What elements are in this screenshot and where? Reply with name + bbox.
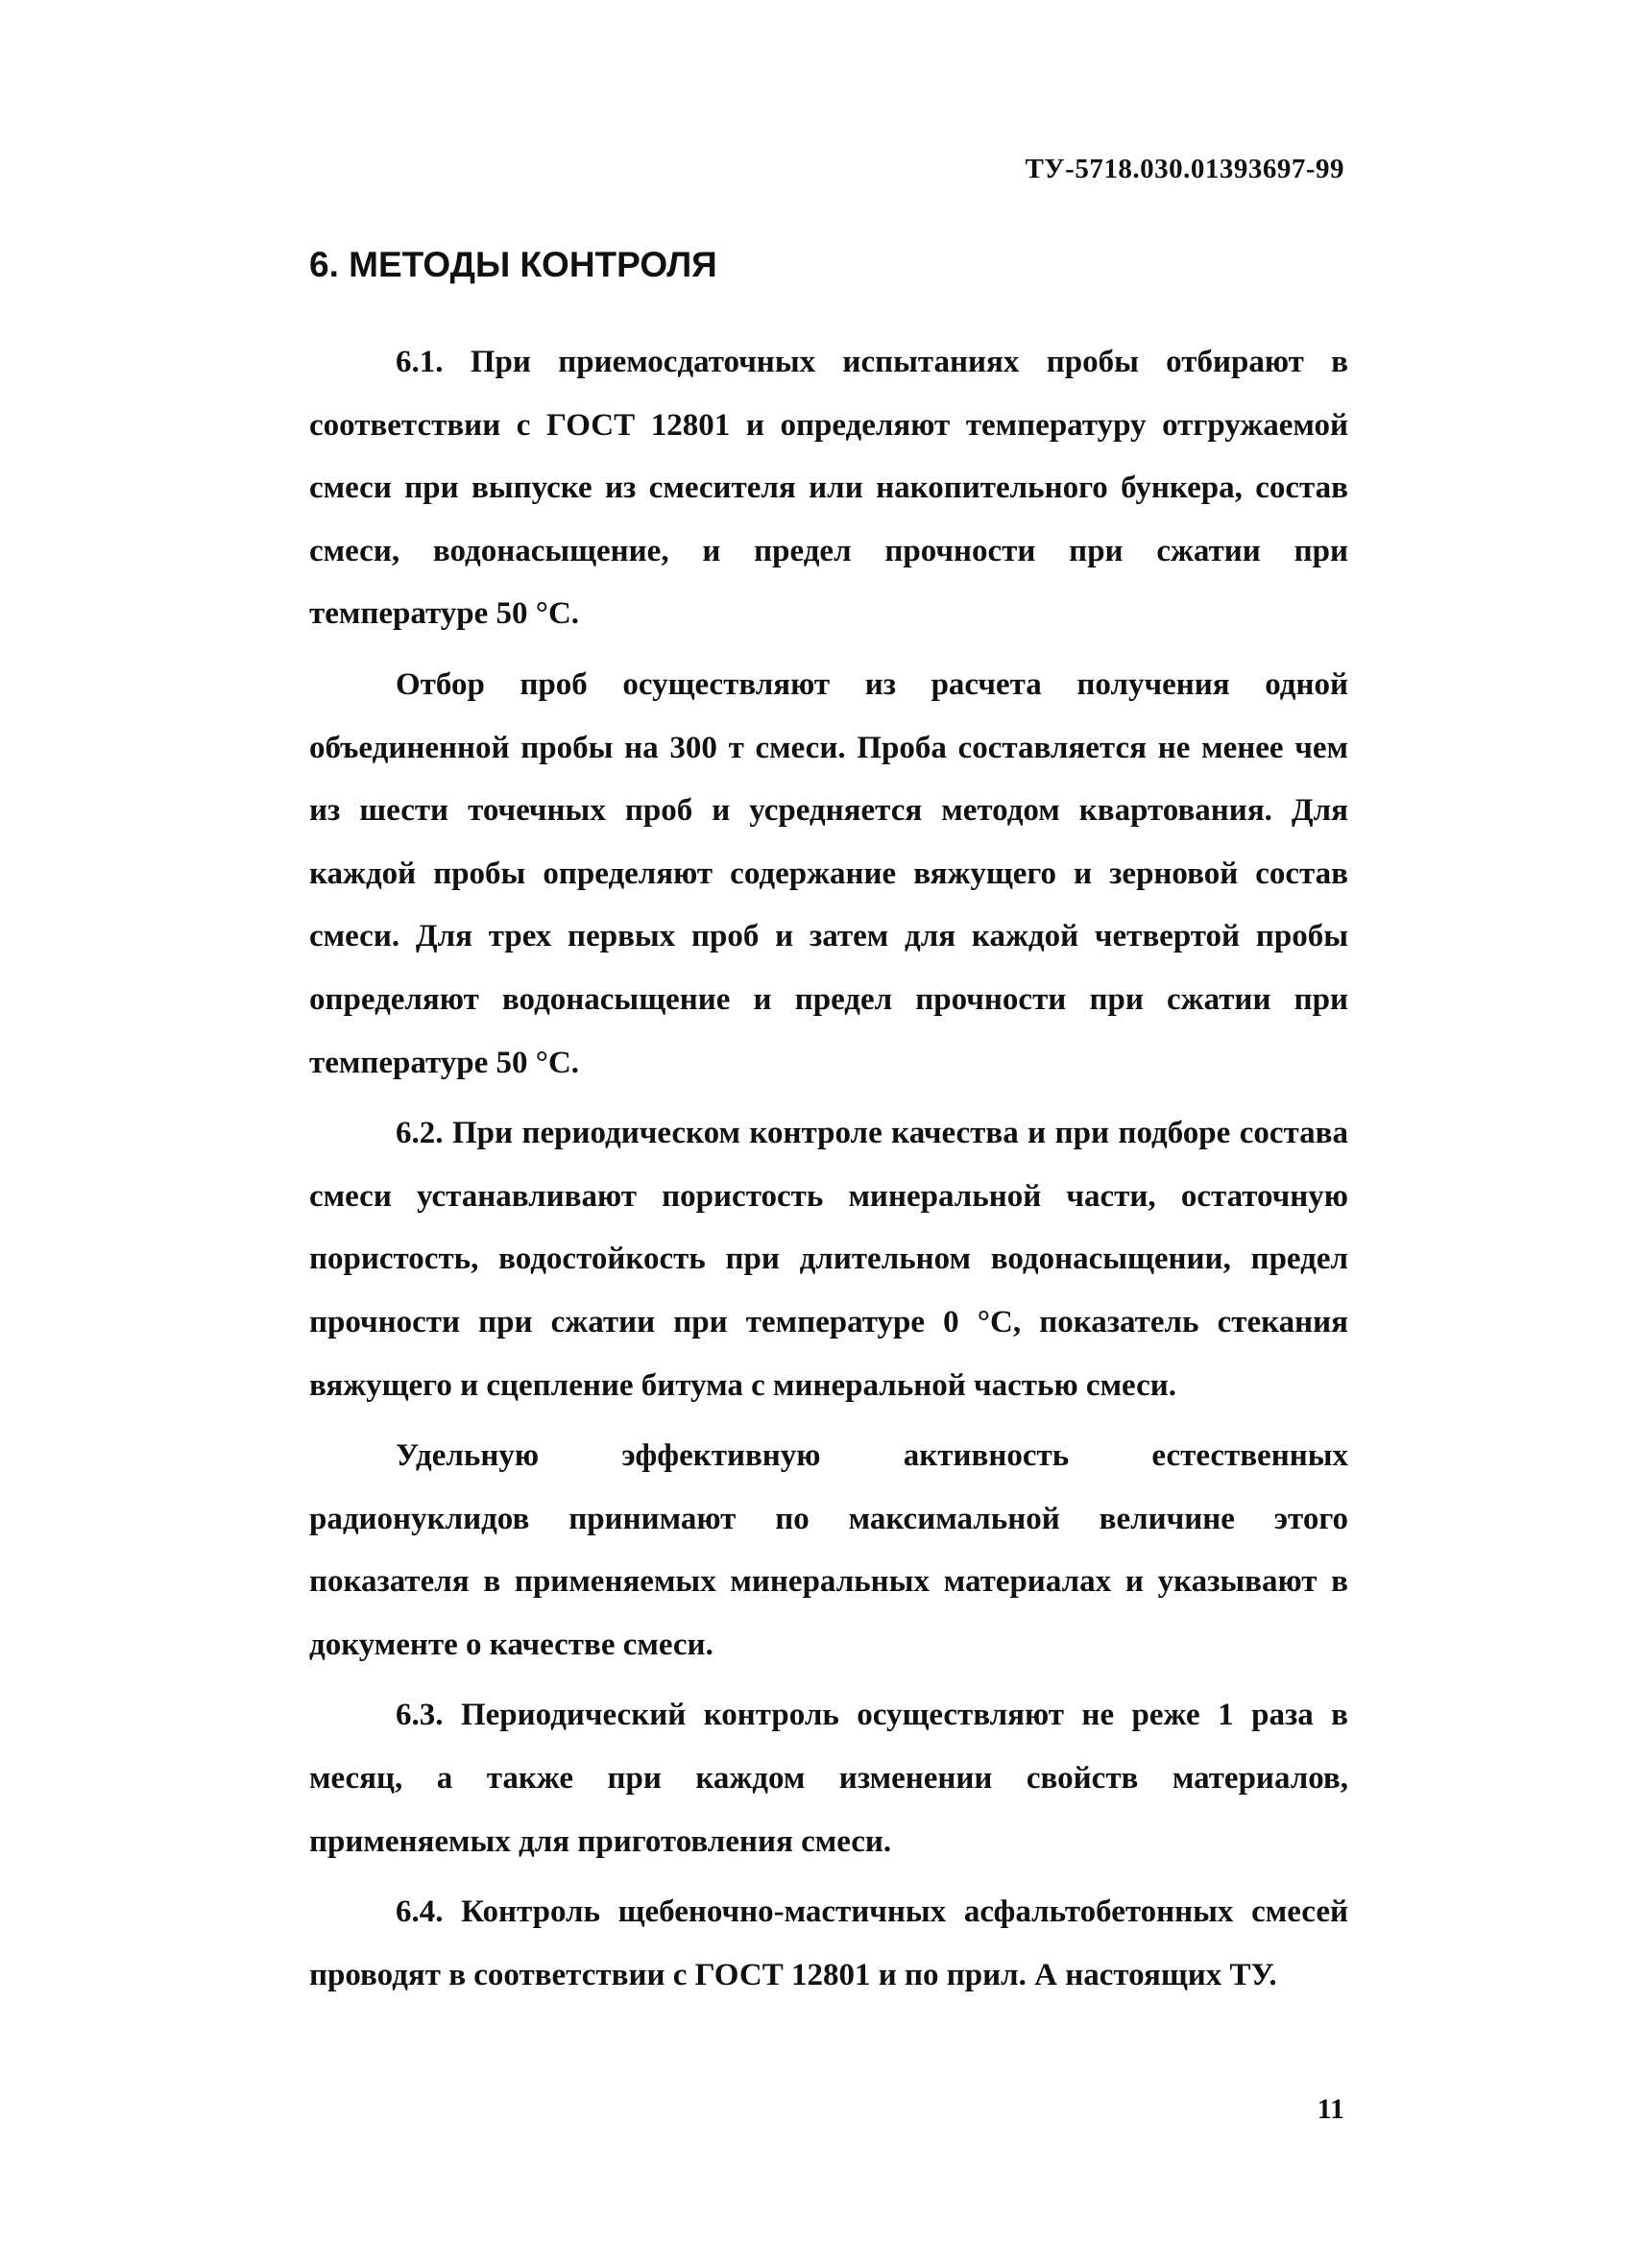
document-body — [309, 331, 1348, 2007]
paragraph-sampling: Отбор проб осуществляют из расчета получения одной объединенной пробы на 300 т смеси. Проба составляется не менее чем из шести точечных проб и усредняется методом квартования. Для каждой пробы определяют содержание вяжущего и зерновой состав смеси. Для трех первых проб и затем для каждой четвертой пробы определяют водонасыщение и предел прочности при сжатии при температуре 50 °С. — [309, 666, 1348, 1080]
section-title: 6. МЕТОДЫ КОНТРОЛЯ — [309, 245, 717, 284]
paragraph-radionuclides: Удельную эффективную активность естественных радионуклидов принимают по максимальной величине этого показателя в применяемых минеральных материалах и указывают в документе о качестве смеси. — [309, 1438, 1348, 1662]
page-number: 11 — [1317, 2093, 1344, 2125]
paragraph-6-2: 6.2. При периодическом контроле качества и при подборе состава смеси устанавливают пористость минеральной части, остаточную пористость, водостойкость при длительном водонасыщении, предел прочности при сжатии при температуре 0 °С, показатель стекания вяжущего и сцепление битума с минеральной частью смеси. — [309, 1116, 1348, 1403]
paragraph-6-4: 6.4. Контроль щебеночно-мастичных асфальтобетонных смесей проводят в соответствии с ГОСТ 12801 и по прил. А настоящих ТУ. — [309, 1894, 1348, 1992]
paragraph-6-1: 6.1. При приемосдаточных испытаниях пробы отбирают в соответствии с ГОСТ 12801 и определяют температуру отгружаемой смеси при выпуске из смесителя или накопительного бункера, состав смеси, водонасыщение, и предел прочности при сжатии при температуре 50 °С. — [309, 345, 1348, 632]
document-code: ТУ-5718.030.01393697-99 — [1025, 154, 1344, 184]
paragraph-6-3: 6.3. Периодический контроль осуществляют не реже 1 раза в месяц, а также при каждом изменении свойств материалов, применяемых для приготовления смеси. — [309, 1698, 1348, 1859]
